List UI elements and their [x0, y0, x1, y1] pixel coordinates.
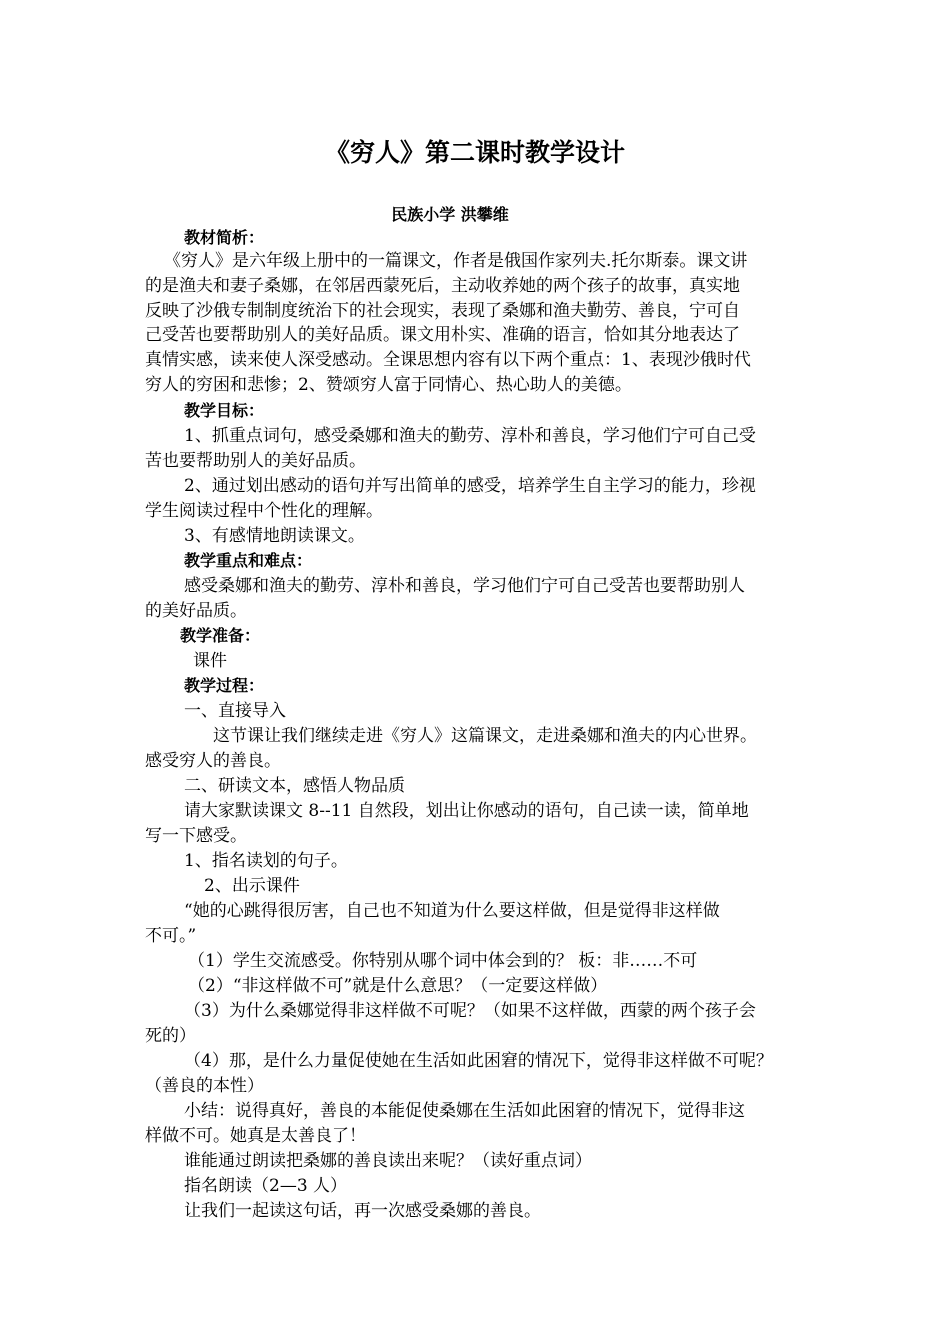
paragraph-line: 3、有感情地朗读课文。: [184, 526, 365, 546]
paragraph-line: 写一下感受。: [145, 826, 247, 846]
heading-teaching-goals: 教学目标：: [184, 401, 265, 420]
paragraph-line: 小结：说得真好，善良的本能促使桑娜在生活如此困窘的情况下，觉得非这: [184, 1101, 745, 1121]
paragraph-line: 反映了沙俄专制制度统治下的社会现实，表现了桑娜和渔夫勤劳、善良，宁可自: [145, 301, 740, 321]
heading-key-points: 教学重点和难点：: [184, 551, 313, 570]
paragraph-line: 感受桑娜和渔夫的勤劳、淳朴和善良，学习他们宁可自己受苦也要帮助别人: [184, 576, 745, 596]
page-title: 《穷人》第二课时教学设计: [324, 138, 625, 167]
paragraph-line: 的是渔夫和妻子桑娜，在邻居西蒙死后，主动收养她的两个孩子的故事，真实地: [145, 276, 740, 296]
paragraph-line: （4）那，是什么力量促使她在生活如此困窘的情况下，觉得非这样做不可呢？: [184, 1051, 773, 1071]
paragraph-line: 的美好品质。: [145, 601, 247, 621]
paragraph-line: （1）学生交流感受。你特别从哪个词中体会到的？ 板：非……不可: [188, 951, 698, 971]
paragraph-line: 感受穷人的善良。: [145, 751, 281, 771]
paragraph-line: “她的心跳得很厉害，自己也不知道为什么要这样做，但是觉得非这样做: [184, 901, 720, 921]
paragraph-line: （善良的本性）: [145, 1076, 264, 1096]
paragraph-line: 真情实感，读来使人深受感动。全课思想内容有以下两个重点：1、表现沙俄时代: [145, 350, 751, 370]
paragraph-line: 谁能通过朗读把桑娜的善良读出来呢？（读好重点词）: [184, 1151, 592, 1171]
paragraph-line: 《穷人》是六年级上册中的一篇课文，作者是俄国作家列夫.托尔斯泰。课文讲: [164, 251, 748, 271]
paragraph-line: 二、研读文本，感悟人物品质: [184, 776, 405, 796]
paragraph-line: 死的）: [145, 1026, 196, 1046]
paragraph-line: 课件: [193, 651, 227, 671]
paragraph-line: （3）为什么桑娜觉得非这样做不可呢？（如果不这样做，西蒙的两个孩子会: [184, 1001, 756, 1021]
paragraph-line: 不可。”: [145, 926, 197, 946]
paragraph-line: 这节课让我们继续走进《穷人》这篇课文，走进桑娜和渔夫的内心世界。: [213, 726, 757, 746]
paragraph-line: 1、抓重点词句，感受桑娜和渔夫的勤劳、淳朴和善良，学习他们宁可自己受: [184, 426, 756, 446]
paragraph-line: 学生阅读过程中个性化的理解。: [145, 501, 383, 521]
paragraph-line: （2）“非这样做不可”就是什么意思？（一定要这样做）: [188, 976, 608, 996]
paragraph-line: 请大家默读课文 8--11 自然段，划出让你感动的语句，自己读一读，简单地: [184, 801, 749, 821]
heading-preparation: 教学准备：: [180, 626, 261, 645]
paragraph-line: 穷人的穷困和悲惨；2、赞颂穷人富于同情心、热心助人的美德。: [145, 375, 632, 395]
paragraph-line: 指名朗读（2—3 人）: [184, 1176, 348, 1196]
paragraph-line: 2、通过划出感动的语句并写出简单的感受，培养学生自主学习的能力，珍视: [184, 476, 756, 496]
paragraph-line: 一、直接导入: [184, 701, 286, 721]
paragraph-line: 1、指名读划的句子。: [184, 851, 348, 871]
heading-textbook-analysis: 教材简析：: [184, 228, 265, 247]
author-line: 民族小学 洪攀维: [391, 205, 509, 224]
paragraph-line: 己受苦也要帮助别人的美好品质。课文用朴实、准确的语言，恰如其分地表达了: [145, 325, 740, 345]
paragraph-line: 2、出示课件: [204, 876, 300, 896]
paragraph-line: 让我们一起读这句话，再一次感受桑娜的善良。: [184, 1201, 541, 1221]
heading-process: 教学过程：: [184, 676, 265, 695]
paragraph-line: 样做不可。她真是太善良了！: [145, 1126, 366, 1146]
paragraph-line: 苦也要帮助别人的美好品质。: [145, 451, 366, 471]
